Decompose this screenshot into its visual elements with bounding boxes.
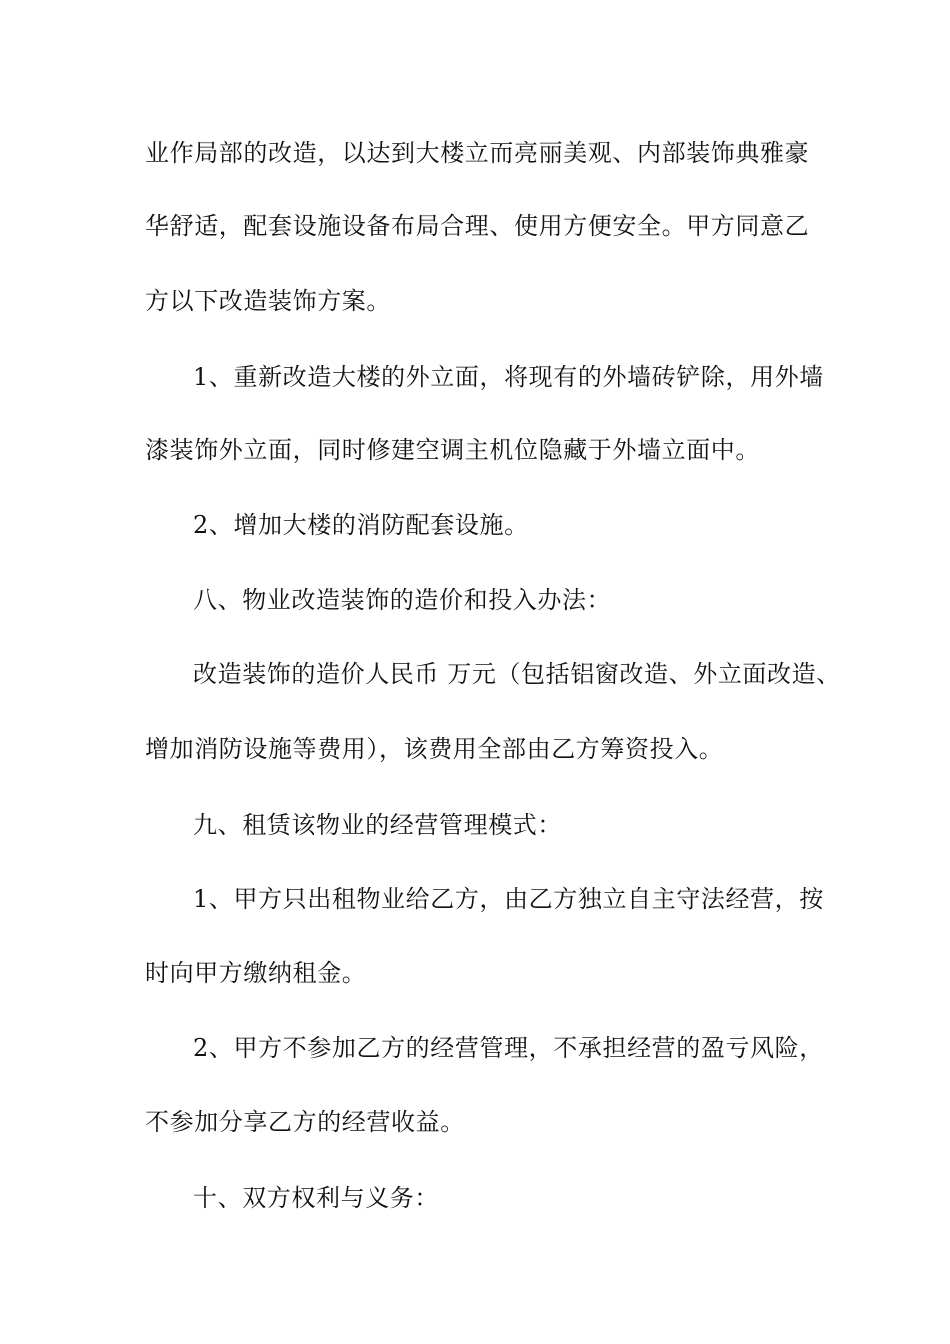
- paragraph-line: 增加消防设施等费用），该费用全部由乙方筹资投入。: [145, 735, 724, 763]
- paragraph-line: 不参加分享乙方的经营收益。: [145, 1108, 465, 1136]
- paragraph-line: 改造装饰的造价人民币 万元（包括铝窗改造、外立面改造、: [193, 660, 841, 688]
- paragraph-line: 华舒适，配套设施设备布局合理、使用方便安全。甲方同意乙: [145, 212, 810, 240]
- section-heading: 十、双方权利与义务：: [193, 1184, 439, 1212]
- paragraph-line: 时向甲方缴纳租金。: [145, 959, 367, 987]
- list-item-line: 1、甲方只出租物业给乙方，由乙方独立自主守法经营，按: [193, 885, 824, 913]
- list-item-line: 2、增加大楼的消防配套设施。: [193, 511, 529, 539]
- section-heading: 八、物业改造装饰的造价和投入办法：: [193, 586, 612, 614]
- paragraph-line: 业作局部的改造，以达到大楼立而亮丽美观、内部装饰典雅豪: [145, 139, 810, 167]
- paragraph-line: 方以下改造装饰方案。: [145, 287, 391, 315]
- list-item-line: 2、甲方不参加乙方的经营管理，不承担经营的盈亏风险，: [193, 1034, 824, 1062]
- paragraph-line: 漆装饰外立面，同时修建空调主机位隐藏于外墙立面中。: [145, 436, 760, 464]
- list-item-line: 1、重新改造大楼的外立面，将现有的外墙砖铲除，用外墙: [193, 363, 824, 391]
- section-heading: 九、租赁该物业的经营管理模式：: [193, 811, 562, 839]
